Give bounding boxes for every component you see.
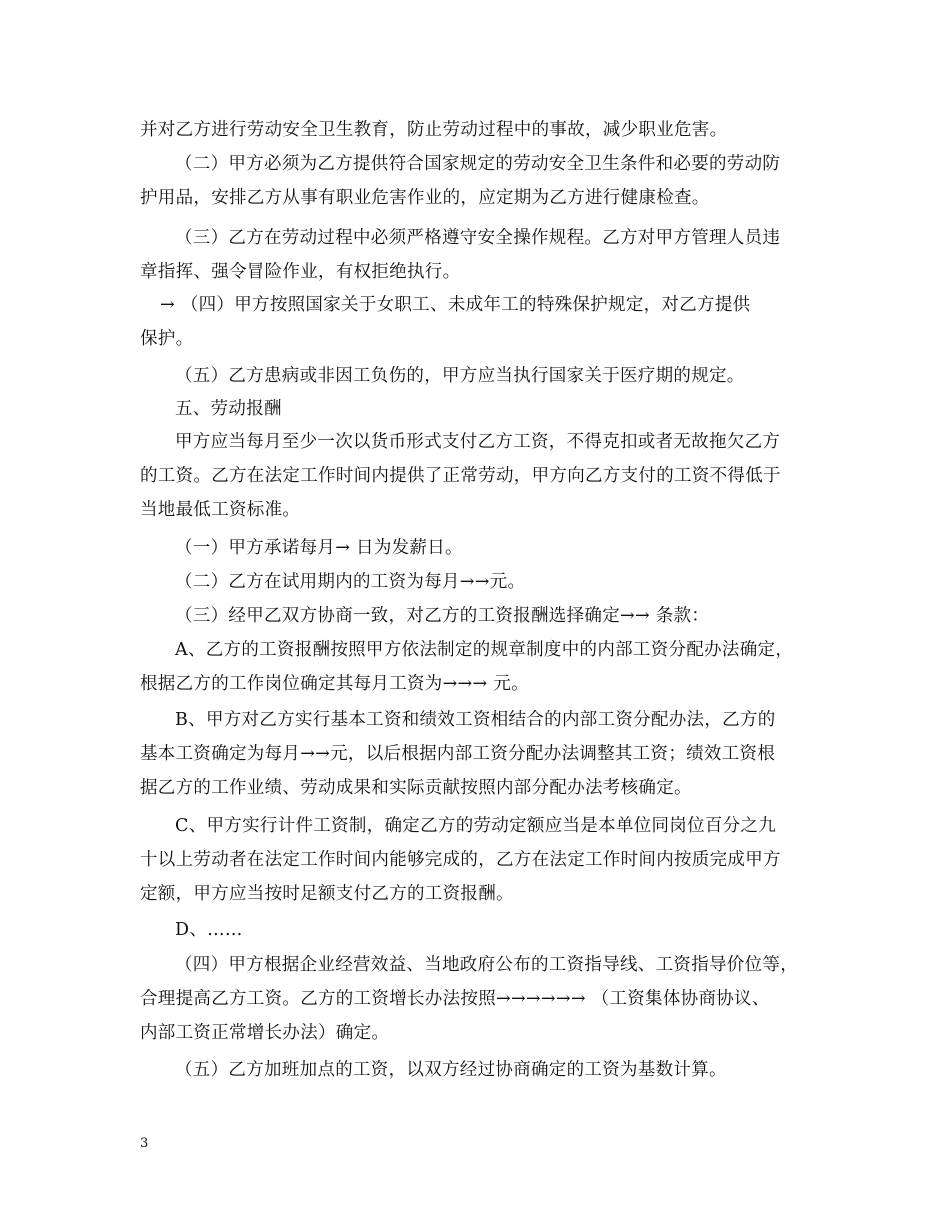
paragraph-line: （二）乙方在试用期内的工资为每月→→元。 <box>175 572 526 592</box>
paragraph-line: （三）经甲乙双方协商一致，对乙方的工资报酬选择确定→→ 条款： <box>175 606 710 626</box>
paragraph-line: 并对乙方进行劳动安全卫生教育，防止劳动过程中的事故，减少职业危害。 <box>140 120 728 140</box>
paragraph-line: 甲方应当每月至少一次以货币形式支付乙方工资，不得克扣或者无故拖欠乙方 <box>175 432 781 452</box>
section-heading: 五、劳动报酬 <box>175 399 282 419</box>
paragraph-line: 基本工资确定为每月→→元，以后根据内部工资分配办法调整其工资；绩效工资根 <box>140 744 776 764</box>
paragraph-line: 内部工资正常增长办法）确定。 <box>140 1023 390 1043</box>
paragraph-line: 的工资。乙方在法定工作时间内提供了正常劳动，甲方向乙方支付的工资不得低于 <box>140 466 781 486</box>
paragraph-line: （四）甲方根据企业经营效益、当地政府公布的工资指导线、工资指导价位等， <box>175 955 798 975</box>
paragraph-line: 十以上劳动者在法定工作时间内能够完成的，乙方在法定工作时间内按质完成甲方 <box>140 850 781 870</box>
paragraph-line: 章指挥、强令冒险作业，有权拒绝执行。 <box>140 262 461 282</box>
paragraph-line: （三）乙方在劳动过程中必须严格遵守安全操作规程。乙方对甲方管理人员违 <box>175 228 781 248</box>
paragraph-line: C、甲方实行计件工资制，确定乙方的劳动定额应当是本单位同岗位百分之九 <box>175 816 777 836</box>
paragraph-line: 定额，甲方应当按时足额支付乙方的工资报酬。 <box>140 884 514 904</box>
paragraph-line: → （四）甲方按照国家关于女职工、未成年工的特殊保护规定，对乙方提供 <box>160 295 751 315</box>
paragraph-line: （五）乙方加班加点的工资，以双方经过协商确定的工资为基数计算。 <box>175 1060 727 1080</box>
paragraph-line: B、甲方对乙方实行基本工资和绩效工资相结合的内部工资分配办法，乙方的 <box>175 710 776 730</box>
paragraph-line: （五）乙方患病或非因工负伤的，甲方应当执行国家关于医疗期的规定。 <box>175 366 745 386</box>
paragraph-line: 保护。 <box>140 329 194 349</box>
paragraph-line: 据乙方的工作业绩、劳动成果和实际贡献按照内部分配办法考核确定。 <box>140 778 692 798</box>
paragraph-line: 护用品，安排乙方从事有职业危害作业的，应定期为乙方进行健康检查。 <box>140 188 710 208</box>
paragraph-line: 根据乙方的工作岗位确定其每月工资为→→→ 元。 <box>140 674 529 694</box>
paragraph-line: A、乙方的工资报酬按照甲方依法制定的规章制度中的内部工资分配办法确定， <box>175 640 794 660</box>
paragraph-line: 合理提高乙方工资。乙方的工资增长办法按照→→→→→→ （工资集体协商协议、 <box>140 989 770 1009</box>
paragraph-line: （一）甲方承诺每月→ 日为发薪日。 <box>175 538 463 558</box>
paragraph-line: （二）甲方必须为乙方提供符合国家规定的劳动安全卫生条件和必要的劳动防 <box>175 154 781 174</box>
paragraph-line: 当地最低工资标准。 <box>140 500 301 520</box>
page-number: 3 <box>140 1136 149 1151</box>
paragraph-line: D、…… <box>175 920 243 940</box>
